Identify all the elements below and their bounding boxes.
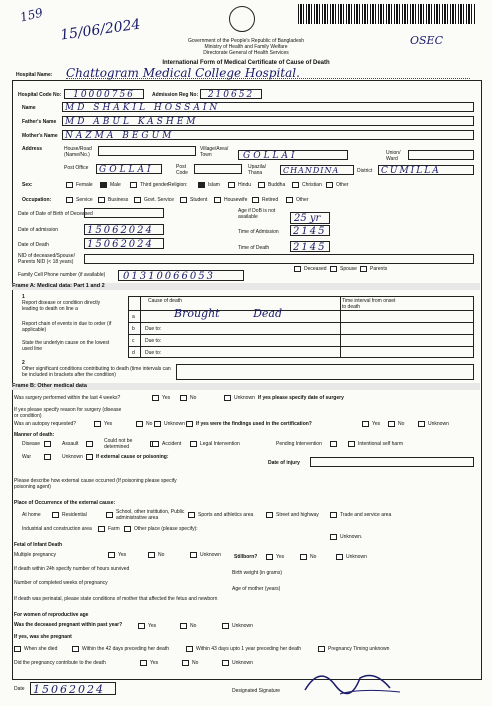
multiple-yes-label: Yes xyxy=(118,552,127,558)
findings-yes-label: Yes xyxy=(372,421,381,427)
contribute-no-label: No xyxy=(192,660,199,666)
admission-date-field[interactable]: 15062024 xyxy=(84,224,164,235)
surgery-question: Was surgery performed within the last 4 weeks? xyxy=(14,395,121,401)
occ-govt-checkbox[interactable] xyxy=(134,197,141,203)
frame-a-row1: Report disease or condition directly leading to death on line a xyxy=(22,300,101,312)
place-farm: Farm xyxy=(108,526,120,532)
contribute-yes-checkbox[interactable] xyxy=(140,660,147,666)
age-label: Age if DoB is not available xyxy=(238,208,276,220)
dob-field[interactable] xyxy=(84,208,164,218)
findings-question: If yes were the findings used in the certification? xyxy=(196,421,312,427)
phone-field[interactable]: 01310066053 xyxy=(118,270,244,281)
stamp-note xyxy=(19,5,45,24)
within43-label: Within 43 days upto 1 year preceding her death xyxy=(196,646,302,652)
manner-accident: Accident xyxy=(162,441,182,447)
occ-other-checkbox[interactable] xyxy=(286,197,293,203)
death-date-label: Date of Death xyxy=(18,242,49,248)
injury-date-field[interactable] xyxy=(310,457,474,467)
occ-housewife-checkbox[interactable] xyxy=(214,197,221,203)
place-title: Place of Occurrence of the external cause: xyxy=(14,500,116,506)
surgery-unknown-label: Unknown xyxy=(234,395,255,401)
occ-business-checkbox[interactable] xyxy=(98,197,105,203)
place-industrial-checkbox[interactable] xyxy=(98,526,105,532)
religion-islam-label: Islam xyxy=(208,182,220,188)
stillborn-yes-label: Yes xyxy=(276,554,285,560)
manner-assault: Assault xyxy=(62,441,79,447)
mother-name-label: Mother's Name xyxy=(22,133,58,139)
contribute-yes-label: Yes xyxy=(150,660,159,666)
directorate-heading: Directorate General of Health Services xyxy=(203,50,289,56)
hours-survived-label: If death within 24h specify number of hours survived xyxy=(14,566,130,572)
osec-mark: OSEC xyxy=(410,34,443,47)
line-d-due: Due to: xyxy=(145,350,162,356)
place-trade-checkbox[interactable] xyxy=(330,512,337,518)
admission-date-label: Date of admission xyxy=(18,227,59,233)
place-home: At home xyxy=(22,512,41,518)
house-field[interactable] xyxy=(98,146,196,156)
union-field[interactable] xyxy=(408,150,474,160)
place-unknown-checkbox[interactable] xyxy=(330,534,337,540)
frame-b-title: Frame B: Other medical data xyxy=(12,383,480,390)
findings-unknown-checkbox[interactable] xyxy=(418,421,425,427)
religion-hindu-label: Hindu xyxy=(238,182,252,188)
manner-disease-checkbox[interactable] xyxy=(44,441,51,447)
line-d-letter: d xyxy=(132,350,135,356)
hospital-code-field[interactable] xyxy=(64,89,143,99)
manner-unknown-checkbox[interactable] xyxy=(86,454,93,460)
post-code-label: Post Code xyxy=(176,164,188,176)
nid-field[interactable] xyxy=(84,254,474,264)
within42-checkbox[interactable] xyxy=(72,646,79,652)
name-label: Name xyxy=(22,105,36,111)
religion-christian-checkbox[interactable] xyxy=(292,182,299,188)
contribute-question: Did the pregnancy contribute to the death xyxy=(14,660,106,666)
occ-business-label: Business xyxy=(108,197,129,203)
place-home-checkbox[interactable] xyxy=(52,512,59,518)
describe-label: Please describe how external cause occurred (If poisoning please specify poisoning agent) xyxy=(14,478,177,490)
government-seal xyxy=(229,6,255,32)
hospital-name-label: Hospital Name: xyxy=(16,72,53,78)
sex-female-checkbox[interactable] xyxy=(66,182,73,188)
findings-unknown-label: Unknown xyxy=(428,421,449,427)
hospital-code-label: Hospital Code No: xyxy=(18,92,62,98)
union-label: Union/ Ward xyxy=(386,150,401,162)
manner-accident-checkbox[interactable] xyxy=(152,441,159,447)
external-cause-label: If external cause or poisoning: xyxy=(96,454,169,460)
nid-parents-checkbox[interactable] xyxy=(360,266,367,272)
village-field[interactable]: GOLLAI xyxy=(238,150,348,160)
admission-reg-field[interactable] xyxy=(200,89,261,99)
autopsy-no-label: No xyxy=(146,421,153,427)
manner-disease: Disease xyxy=(22,441,41,447)
occ-other-label: Other xyxy=(296,197,309,203)
findings-no-label: No xyxy=(398,421,405,427)
sex-third-checkbox[interactable] xyxy=(130,182,137,188)
stillborn-unknown-label: Unknown xyxy=(346,554,367,560)
dob-label: Date of Date of Birth of Deceased xyxy=(18,211,93,217)
within42-label: Within the 42 days preceding her death xyxy=(82,646,169,652)
multiple-pregnancy-label: Multiple pregnancy xyxy=(14,552,56,558)
pregnant-unknown-checkbox[interactable] xyxy=(222,623,229,629)
sex-female-label: Female xyxy=(76,182,93,188)
manner-selfharm-checkbox[interactable] xyxy=(348,441,355,447)
interval-header: Time interval from onset to death xyxy=(342,298,396,310)
multiple-no-checkbox[interactable] xyxy=(148,552,155,558)
pregnant-no-checkbox[interactable] xyxy=(180,623,187,629)
occ-retired-label: Retired xyxy=(262,197,279,203)
birth-weight-label: Birth weight (in grams) xyxy=(232,570,283,576)
surgery-unknown-checkbox[interactable] xyxy=(224,395,231,401)
reproductive-title: For women of reproductive age xyxy=(14,612,89,618)
place-street: Street and highway xyxy=(276,512,319,518)
findings-box[interactable] xyxy=(186,421,193,427)
findings-yes-checkbox[interactable] xyxy=(362,421,369,427)
stamp-number: 159 xyxy=(18,5,45,25)
form-title: International Form of Medical Certificate of Cause of Death xyxy=(162,60,330,66)
when-died-checkbox[interactable] xyxy=(14,646,21,652)
autopsy-question: Was an autopsy requested? xyxy=(14,421,77,427)
death-date-field[interactable]: 15062024 xyxy=(84,238,164,249)
autopsy-yes-label: Yes xyxy=(104,421,113,427)
within43-checkbox[interactable] xyxy=(186,646,193,652)
multiple-yes-checkbox[interactable] xyxy=(108,552,115,558)
place-residential-checkbox[interactable] xyxy=(106,512,113,518)
phone-label: Family Cell Phone number (if available) xyxy=(18,272,106,278)
surgery-no-label: No xyxy=(190,395,197,401)
occ-housewife-label: Housewife xyxy=(224,197,248,203)
frame-a-row3: State the underlyin cause on the lowest used line xyxy=(22,340,110,352)
part2-number: 2 xyxy=(22,360,25,366)
line-b-due: Due to: xyxy=(145,326,162,332)
designated-signature-label: Designated Signature xyxy=(232,688,281,694)
place-residential: Residential xyxy=(62,512,87,518)
post-office-label: Post Office xyxy=(64,165,89,171)
manner-selfharm: Intentional self harm xyxy=(358,441,404,447)
nid-spouse-label: Spouse xyxy=(340,266,357,272)
timing-unknown-label: Pregnancy Timing unknown xyxy=(328,646,390,652)
upazila-label: Upazila/ Thana xyxy=(248,164,267,176)
surgery-yes-label: Yes xyxy=(162,395,171,401)
hospital-code-value: 10000756 xyxy=(64,89,144,99)
manner-assault-checkbox[interactable] xyxy=(86,441,93,447)
fetal-title: Fetal of Infant Death xyxy=(14,542,63,548)
contribute-unknown-checkbox[interactable] xyxy=(222,660,229,666)
occ-govt-label: Govt. Service xyxy=(144,197,175,203)
place-other: Other place (please specify): xyxy=(134,526,198,532)
place-trade: Trade and service area xyxy=(340,512,392,518)
place-farm-checkbox[interactable] xyxy=(124,526,131,532)
hospital-name-field[interactable]: Chattogram Medical College Hospital. xyxy=(66,66,470,79)
place-industrial: Industrial and construction area xyxy=(22,526,92,532)
village-label: Village/Area/ Town xyxy=(200,146,229,158)
pregnant-question: Was the deceased pregnant within past year? xyxy=(14,622,123,628)
multiple-no-label: No xyxy=(158,552,165,558)
autopsy-unknown-checkbox[interactable] xyxy=(154,421,161,427)
surgery-date-label: If yes please specify date of surgery xyxy=(258,395,344,401)
district-field[interactable]: CUMILLA xyxy=(378,165,474,175)
mother-name-field[interactable]: NAZMA BEGUM xyxy=(62,130,474,140)
death-time-label: Time of Death xyxy=(238,245,270,251)
manner-legal: Legal Intervention xyxy=(200,441,240,447)
manner-title: Manner of death: xyxy=(14,432,55,438)
place-sports-checkbox[interactable] xyxy=(188,512,195,518)
sex-label: Sex: xyxy=(22,182,33,188)
surgery-no-checkbox[interactable] xyxy=(180,395,187,401)
manner-undetermined: Could not be determined xyxy=(104,438,133,450)
line-a-cause[interactable]: Brought Dead xyxy=(174,307,283,320)
upazila-field[interactable]: CHANDINA xyxy=(280,165,354,175)
nid-spouse-checkbox[interactable] xyxy=(330,266,337,272)
autopsy-yes-checkbox[interactable] xyxy=(94,421,101,427)
sex-male-label: Male xyxy=(110,182,121,188)
barcode xyxy=(298,4,476,24)
pregnant-yes-label: Yes xyxy=(148,623,157,629)
place-sports: Sports and athletics area xyxy=(198,512,254,518)
perinatal-label: If death was perinatal, please state conditions of mother that affected the fetus and newborn xyxy=(14,596,218,602)
religion-other-checkbox[interactable] xyxy=(326,182,333,188)
place-unknown: Unknown. xyxy=(340,534,363,540)
sex-third-label: Third gender xyxy=(140,182,169,188)
religion-christian-label: Christian xyxy=(302,182,322,188)
occ-student-checkbox[interactable] xyxy=(180,197,187,203)
manner-war-checkbox[interactable] xyxy=(44,454,51,460)
religion-label: Religion: xyxy=(168,182,188,188)
death-time-field[interactable]: 2145 xyxy=(290,241,330,252)
post-code-field[interactable] xyxy=(194,164,242,174)
stillborn-label: Stillborn? xyxy=(234,554,258,560)
signature-mark xyxy=(300,660,410,700)
religion-other-label: Other xyxy=(336,182,349,188)
surgery-yes-checkbox[interactable] xyxy=(152,395,159,401)
multiple-unknown-checkbox[interactable] xyxy=(190,552,197,558)
manner-pending-checkbox[interactable] xyxy=(330,441,337,447)
occ-student-label: Student xyxy=(190,197,208,203)
occ-service-label: Service xyxy=(76,197,93,203)
when-died-label: When she died xyxy=(24,646,58,652)
part2-field[interactable] xyxy=(176,364,474,380)
weeks-label: Number of completed weeks of pregnancy xyxy=(14,580,108,586)
mother-age-label: Age of mother (years) xyxy=(232,586,281,592)
injury-date-label: Date of injury xyxy=(268,460,300,466)
stillborn-yes-checkbox[interactable] xyxy=(266,554,273,560)
line-c-letter: c xyxy=(132,338,135,344)
occ-retired-checkbox[interactable] xyxy=(252,197,259,203)
line-a-letter: a xyxy=(132,314,135,320)
district-label: District xyxy=(357,168,373,174)
post-office-field[interactable]: GOLLAI xyxy=(96,164,162,174)
place-school: School, other institution, Public administrative area xyxy=(116,509,185,521)
house-label: House/Road (Name/No.) xyxy=(64,146,92,158)
contribute-unknown-label: Unknown xyxy=(232,660,253,666)
address-label: Address xyxy=(22,146,43,152)
part2-text: Other significant conditions contributing to death (time intervals can be included in brackets after the condition) xyxy=(22,366,171,378)
ministry-heading: Ministry of Health and Family Welfare xyxy=(204,44,288,50)
pregnant-yes-checkbox[interactable] xyxy=(138,623,145,629)
manner-unknown: Unknown xyxy=(62,454,83,460)
father-name-label: Father's Name xyxy=(22,119,57,125)
pregnant-unknown-label: Unknown xyxy=(232,623,253,629)
if-yes-pregnant: If yes, was she pregnant xyxy=(14,634,72,640)
name-field[interactable]: MD SHAKIL HOSSAIN xyxy=(62,102,474,112)
part1-number: 1 xyxy=(22,294,25,300)
manner-war: War xyxy=(22,454,31,460)
place-street-checkbox[interactable] xyxy=(266,512,273,518)
religion-buddha-label: Buddha xyxy=(268,182,286,188)
cause-header: Cause of death xyxy=(148,298,182,304)
nid-label: NID of deceased/Spouse/ Parents NID (< 18 years) xyxy=(18,253,75,265)
manner-legal-checkbox[interactable] xyxy=(190,441,197,447)
nid-parents-label: Parents xyxy=(370,266,388,272)
religion-buddha-checkbox[interactable] xyxy=(258,182,265,188)
age-field[interactable]: 25 yr xyxy=(290,212,330,224)
autopsy-no-checkbox[interactable] xyxy=(136,421,143,427)
line-c-due: Due to: xyxy=(145,338,162,344)
admission-reg-label: Admission Reg No: xyxy=(152,92,199,98)
frame-a-row2: Report chain of events in due to order (if applicable) xyxy=(22,321,112,333)
stillborn-no-label: No xyxy=(310,554,317,560)
manner-pending: Pending Intervention xyxy=(276,441,322,447)
admission-time-field[interactable]: 2145 xyxy=(290,225,330,236)
father-name-field[interactable]: MD ABUL KASHEM xyxy=(62,116,474,126)
cause-table xyxy=(128,296,474,358)
nid-deceased-label: Deceased xyxy=(304,266,327,272)
findings-no-checkbox[interactable] xyxy=(388,421,395,427)
sex-male-checkbox[interactable] xyxy=(100,182,107,188)
line-b-letter: b xyxy=(132,326,135,332)
footer-date-label: Date xyxy=(14,686,25,692)
occupation-label: Occupation: xyxy=(22,197,52,203)
surgery-reason-label: If yes please specify reason for surgery (disease or condition) xyxy=(14,407,122,419)
admission-reg-value: 210652 xyxy=(200,89,262,99)
footer-date-field[interactable]: 15062024 xyxy=(30,682,116,695)
timing-unknown-checkbox[interactable] xyxy=(318,646,325,652)
stillborn-no-checkbox[interactable] xyxy=(300,554,307,560)
stamp-date: 15/06/2024 xyxy=(59,16,142,44)
stillborn-unknown-checkbox[interactable] xyxy=(336,554,343,560)
autopsy-unknown-label: Unknown xyxy=(164,421,185,427)
nid-deceased-checkbox[interactable] xyxy=(294,266,301,272)
contribute-no-checkbox[interactable] xyxy=(182,660,189,666)
religion-hindu-checkbox[interactable] xyxy=(228,182,235,188)
govt-heading: Government of the People's Republic of Bangladesh xyxy=(187,38,305,44)
religion-islam-checkbox[interactable] xyxy=(198,182,205,188)
pregnant-no-label: No xyxy=(190,623,197,629)
admission-time-label: Time of Admission xyxy=(238,229,279,235)
multiple-unknown-label: Unknown xyxy=(200,552,221,558)
occ-service-checkbox[interactable] xyxy=(66,197,73,203)
frame-a-title: Frame A: Medical data: Part 1 and 2 xyxy=(12,283,480,290)
